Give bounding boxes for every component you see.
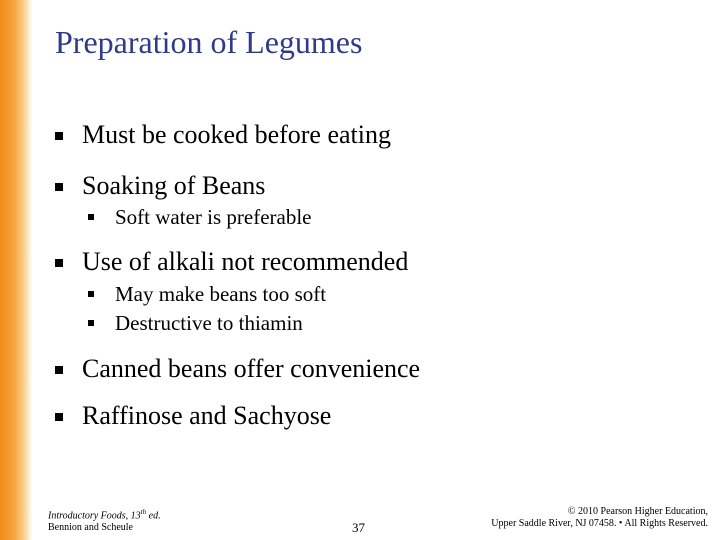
footer-book-title: Introductory Foods, 13th ed. [48, 508, 161, 522]
page-number: 37 [352, 520, 365, 535]
bullet-item [55, 120, 392, 150]
bullet-text: Raffinose and Sachyose [82, 401, 332, 430]
sub-bullet-item [88, 311, 303, 336]
bullet-text: Soaking of Beans [82, 171, 266, 200]
sub-bullet-text: Destructive to thiamin [115, 311, 303, 335]
sub-bullet-item [88, 282, 327, 307]
bullet-item [55, 171, 266, 201]
square-bullet-icon [88, 320, 94, 326]
footer-authors: Bennion and Scheule [48, 522, 133, 534]
bullet-text: Use of alkali not recommended [82, 247, 409, 276]
square-bullet-icon [55, 259, 63, 267]
bullet-item [55, 401, 332, 431]
bullet-item [55, 247, 409, 277]
slide-title: Preparation of Legumes [55, 24, 363, 60]
square-bullet-icon [55, 366, 63, 374]
sub-bullet-text: Soft water is preferable [115, 205, 312, 229]
sub-bullet-text: May make beans too soft [115, 282, 327, 306]
square-bullet-icon [55, 413, 63, 421]
bullet-text: Canned beans offer convenience [82, 354, 421, 383]
footer-book-info [48, 506, 161, 534]
bullet-text: Must be cooked before eating [82, 120, 392, 149]
square-bullet-icon [88, 291, 94, 297]
copyright-line-2: Upper Saddle River, NJ 07458. • All Rights Reserved. [491, 518, 708, 529]
footer-copyright [491, 506, 708, 530]
square-bullet-icon [55, 183, 63, 191]
square-bullet-icon [88, 214, 94, 220]
copyright-line-1: © 2010 Pearson Higher Education, [567, 506, 708, 517]
square-bullet-icon [55, 132, 63, 140]
orange-side-bar [0, 0, 32, 540]
sub-bullet-item [88, 205, 312, 230]
bullet-item [55, 354, 421, 384]
